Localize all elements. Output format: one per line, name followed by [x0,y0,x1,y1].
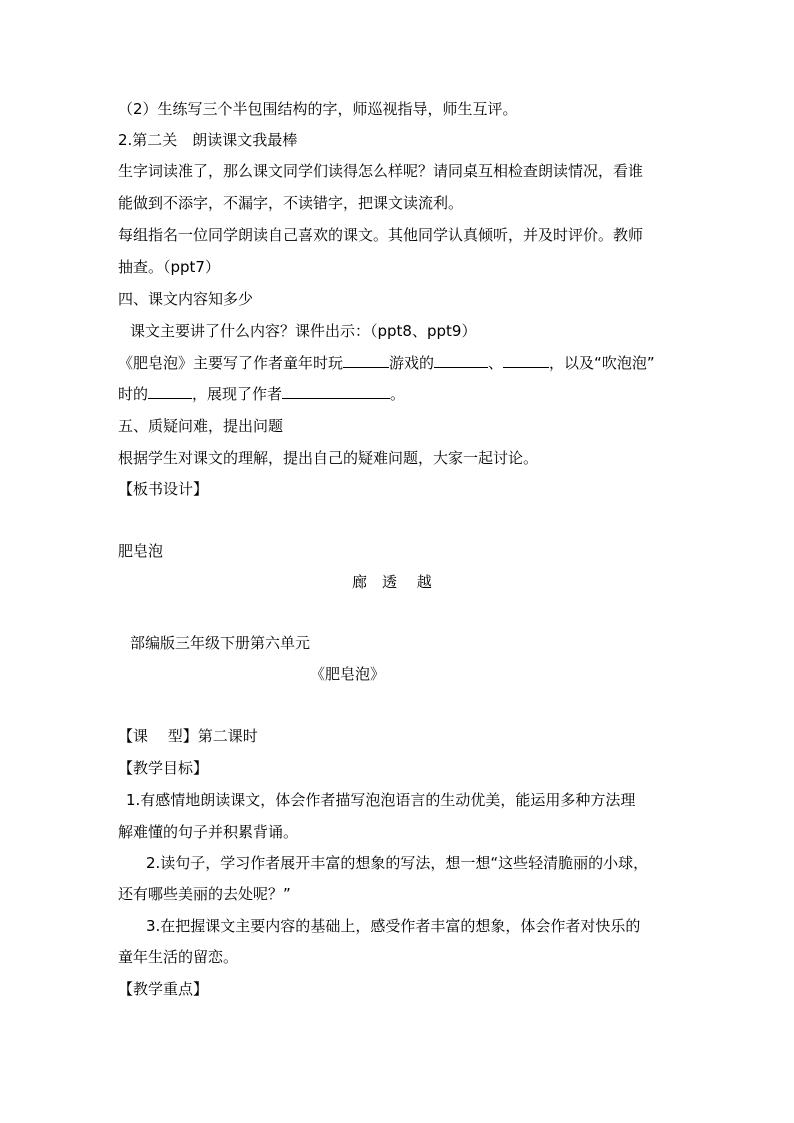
answer-blank [148,384,192,399]
text-line: 抽查。（ppt7） [118,258,220,276]
section-heading: 【板书设计】 [118,480,209,498]
text-line: 还有哪些美丽的去处呢？” [118,885,291,903]
text-line: 童年生活的留恋。 [118,948,239,966]
text-fragment: 。 [390,385,406,403]
section-heading: 【教学目标】 [118,759,209,777]
text-line: 课文主要讲了什么内容？课件出示：（ppt8、ppt9） [130,322,477,340]
text-fragment: 、 [488,354,504,372]
section-heading: 【课 型】第二课时 [118,727,258,745]
text-line: 能做到不添字，不漏字，不读错字，把课文读流利。 [118,194,464,212]
text-line: 每组指名一位同学朗读自己喜欢的课文。其他同学认真倾听，并及时评价。教师 [118,226,644,244]
text-fragment: 《肥皂泡》主要写了作者童年时玩 [118,354,344,372]
fill-in-line [118,353,655,373]
answer-blank [282,384,390,399]
unit-title: 部编版三年级下册第六单元 [130,634,311,652]
fill-in-line [118,384,405,404]
section-heading: 五、质疑问难，提出问题 [118,417,284,435]
text-line: 生字词读准了，那么课文同学们读得怎么样呢？请同桌互相检查朗读情况，看谁 [118,162,644,180]
lesson-title: 《肥皂泡》 [310,665,386,683]
board-title: 肥皂泡 [118,542,164,560]
text-line: 2.读句子，学习作者展开丰富的想象的写法，想一想“这些轻清脆丽的小球， [146,854,649,872]
text-line: 1.有感情地朗读课文，体会作者描写泡泡语言的生动优美，能运用多种方法理 [126,791,636,809]
section-heading: 【教学重点】 [118,980,209,998]
text-fragment: 游戏的 [389,354,435,372]
answer-blank [503,353,549,368]
text-line: 根据学生对课文的理解，提出自己的疑难问题，大家一起讨论。 [118,449,539,467]
text-fragment: 时的 [118,385,149,403]
text-line: 3.在把握课文主要内容的基础上，感受作者丰富的想象，体会作者对快乐的 [146,917,641,935]
section-heading: 四、课文内容知多少 [118,290,254,308]
answer-blank [343,353,389,368]
text-line: 解难懂的句子并积累背诵。 [118,823,299,841]
answer-blank [434,353,488,368]
text-fragment: ，展现了作者 [192,385,283,403]
text-fragment: ，以及“吹泡泡” [549,354,655,372]
section-heading: 2.第二关 朗读课文我最棒 [118,131,298,149]
text-line: （2）生练写三个半包围结构的字，师巡视指导，师生互评。 [118,100,518,118]
board-words: 廊 透 越 [352,573,432,591]
